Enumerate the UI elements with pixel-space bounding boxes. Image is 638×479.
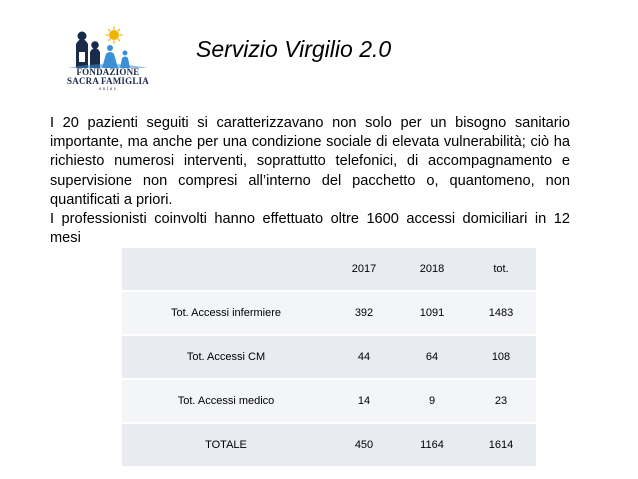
logo-emblem-icon: [62, 26, 154, 70]
row-label: Tot. Accessi medico: [122, 379, 330, 423]
cell-2018: 1091: [398, 291, 466, 335]
cell-tot: 1483: [466, 291, 536, 335]
row-label: Tot. Accessi CM: [122, 335, 330, 379]
cell-2017: 450: [330, 423, 398, 467]
header-cell-2018: 2018: [398, 248, 466, 291]
fondazione-logo: [62, 26, 154, 96]
logo-text-line3: onlus: [98, 87, 118, 92]
table-row: [122, 335, 536, 379]
slide-title: Servizio Virgilio 2.0: [196, 36, 392, 62]
cell-2018: 1164: [398, 423, 466, 467]
body-text: [50, 114, 570, 248]
paragraph-patients: I 20 pazienti seguiti si caratterizzavano non solo per un bisogno sanitario importante, ma anche per una condizione sociale di elevata vulnerabilità; ciò ha richiesto numerosi interventi, soprattutto telefonici, di accompagnamento e supervisione non compresi all’interno del pacchetto o, quantomeno, non quantificati a priori.: [50, 115, 570, 208]
cell-2018: 9: [398, 379, 466, 423]
row-label: TOTALE: [122, 423, 330, 467]
table-row: [122, 291, 536, 335]
cell-tot: 108: [466, 335, 536, 379]
cell-tot: 1614: [466, 423, 536, 467]
cell-2017: 44: [330, 335, 398, 379]
header-cell-tot: tot.: [466, 248, 536, 291]
logo-text-line1: FONDAZIONE: [76, 67, 140, 77]
cell-tot: 23: [466, 379, 536, 423]
logo-text-line2: SACRA FAMIGLIA: [67, 76, 149, 86]
table-header-row: [122, 248, 536, 291]
sun-icon: [106, 27, 122, 43]
row-label: Tot. Accessi infermiere: [122, 291, 330, 335]
paragraph-professionals: I professionisti coinvolti hanno effettuato oltre 1600 accessi domiciliari in 12 mesi: [50, 211, 570, 247]
cell-2017: 392: [330, 291, 398, 335]
table-row: [122, 379, 536, 423]
header-cell-2017: 2017: [330, 248, 398, 291]
header-cell-empty: [122, 248, 330, 291]
cell-2018: 64: [398, 335, 466, 379]
cell-2017: 14: [330, 379, 398, 423]
table-row-total: [122, 423, 536, 467]
accessi-table: [122, 248, 536, 468]
family-figures-icon: [68, 32, 148, 69]
